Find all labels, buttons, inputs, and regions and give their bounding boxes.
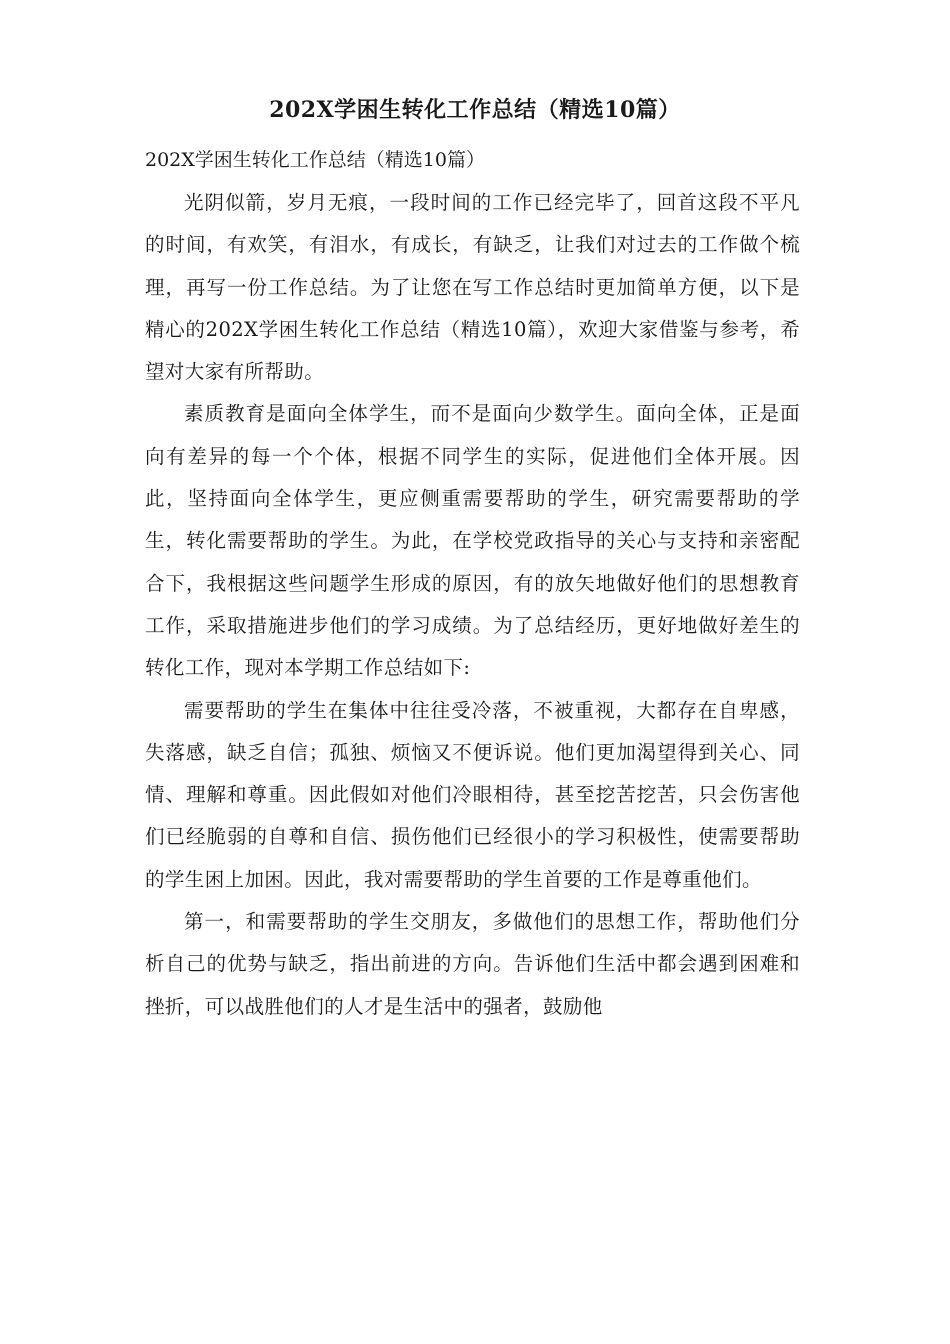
paragraph-intro: 光阴似箭，岁月无痕，一段时间的工作已经完毕了，回首这段不平凡的时间，有欢笑，有泪水，有成长，有缺乏，让我们对过去的工作做个梳理，再写一份工作总结。为了让您在写工作总结时更加简单方便，以下是精心的202X学困生转化工作总结（精选10篇），欢迎大家借鉴与参考，希望对大家有所帮助。 — [145, 191, 800, 384]
document-title: 202X学困生转化工作总结（精选10篇） — [269, 97, 681, 123]
paragraph-respect: 需要帮助的学生在集体中往往受冷落，不被重视，大都存在自卑感，失落感，缺乏自信；孤独、烦恼又不便诉说。他们更加渴望得到关心、同情、理解和尊重。因此假如对他们冷眼相待，甚至挖苦挖苦，只会伤害他们已经脆弱的自尊和自信、损伤他们已经很小的学习积极性，使需要帮助的学生困上加困。因此，我对需要帮助的学生首要的工作是尊重他们。 — [145, 698, 800, 891]
paragraph-first-point: 第一，和需要帮助的学生交朋友，多做他们的思想工作，帮助他们分析自己的优势与缺乏，指出前进的方向。告诉他们生活中都会遇到困难和挫折，可以战胜他们的人才是生活中的强者，鼓励他 — [145, 910, 800, 1018]
paragraph-quality-education: 素质教育是面向全体学生，而不是面向少数学生。面向全体，正是面向有差异的每一个个体，根据不同学生的实际，促进他们全体开展。因此，坚持面向全体学生，更应侧重需要帮助的学生，研究需要帮助的学生，转化需要帮助的学生。为此，在学校党政指导的关心与支持和亲密配合下，我根据这些问题学生形成的原因，有的放矢地做好他们的思想教育工作，采取措施进步他们的学习成绩。为了总结经历，更好地做好差生的转化工作，现对本学期工作总结如下: — [145, 402, 800, 680]
document-body — [145, 142, 800, 1028]
document-subtitle: 202X学困生转化工作总结（精选10篇） — [145, 149, 485, 171]
